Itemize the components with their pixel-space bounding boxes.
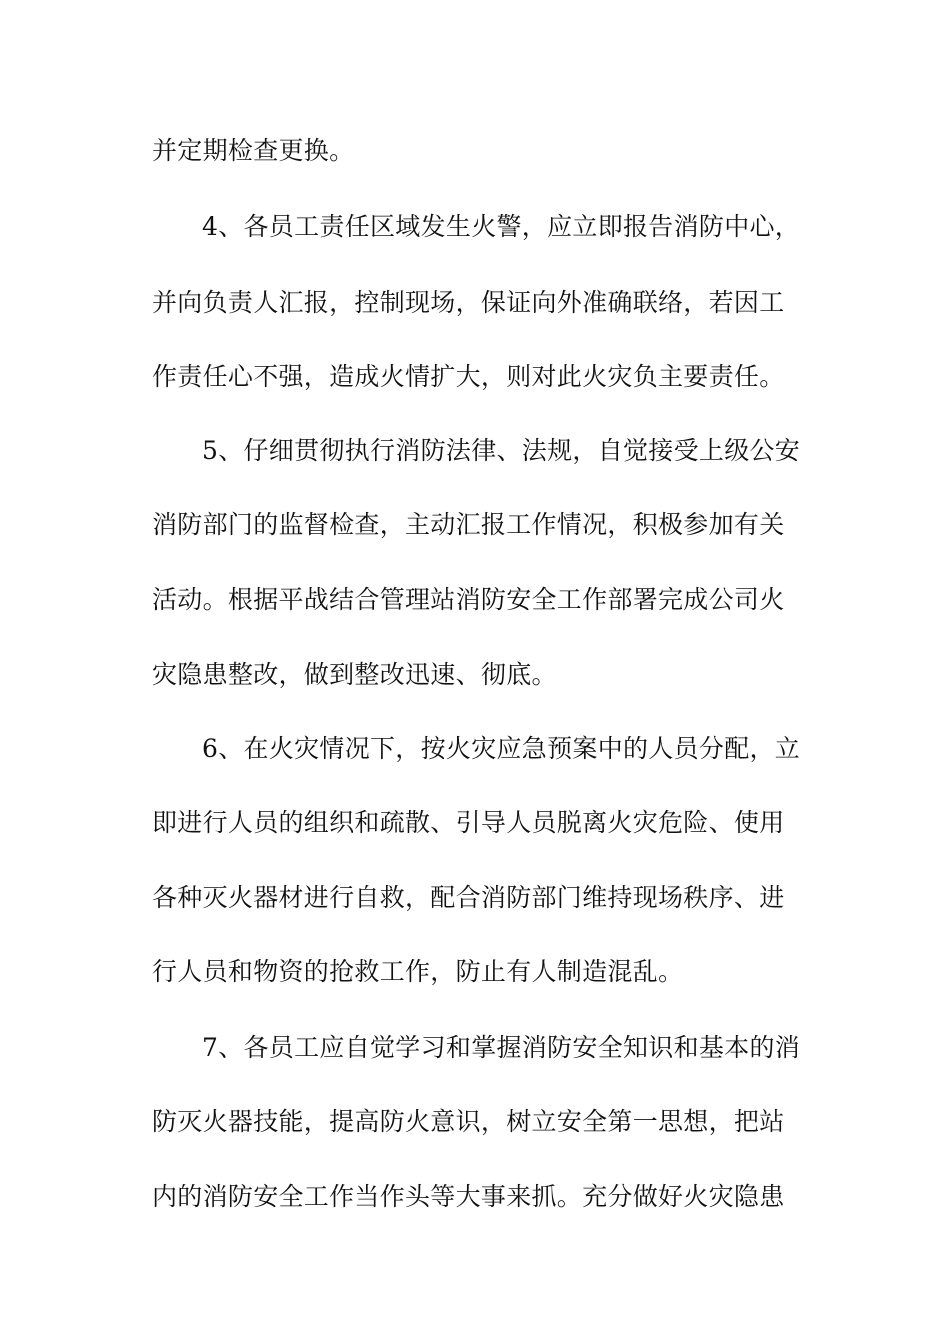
paragraph-6-first-line: 6、在火灾情况下，按火灾应急预案中的人员分配，立 (202, 734, 801, 763)
text-line: 即进行人员的组织和疏散、引导人员脱离火灾危险、使用 (152, 808, 785, 837)
paragraph-7-first-line: 7、各员工应自觉学习和掌握消防安全知识和基本的消 (202, 1033, 801, 1062)
text-line: 各种灭火器材进行自救，配合消防部门维持现场秩序、进 (152, 883, 785, 912)
text-line: 防灭火器技能，提高防火意识，树立安全第一思想，把站 (152, 1107, 785, 1136)
text-line: 并定期检查更换。 (152, 136, 355, 165)
text-line: 行人员和物资的抢救工作，防止有人制造混乱。 (152, 957, 684, 986)
text-line: 消防部门的监督检查，主动汇报工作情况，积极参加有关 (152, 510, 785, 539)
text-line: 活动。根据平战结合管理站消防安全工作部署完成公司火 (152, 585, 785, 614)
text-line: 并向负责人汇报，控制现场，保证向外准确联络，若因工 (152, 288, 785, 317)
text-line: 作责任心不强，造成火情扩大，则对此火灾负主要责任。 (152, 362, 785, 391)
text-line: 内的消防安全工作当作头等大事来抓。充分做好火灾隐患 (152, 1182, 785, 1211)
paragraph-5-first-line: 5、仔细贯彻执行消防法律、法规，自觉接受上级公安 (202, 436, 801, 465)
text-line: 灾隐患整改，做到整改迅速、彻底。 (152, 660, 557, 689)
paragraph-4-first-line: 4、各员工责任区域发生火警，应立即报告消防中心， (202, 212, 801, 241)
